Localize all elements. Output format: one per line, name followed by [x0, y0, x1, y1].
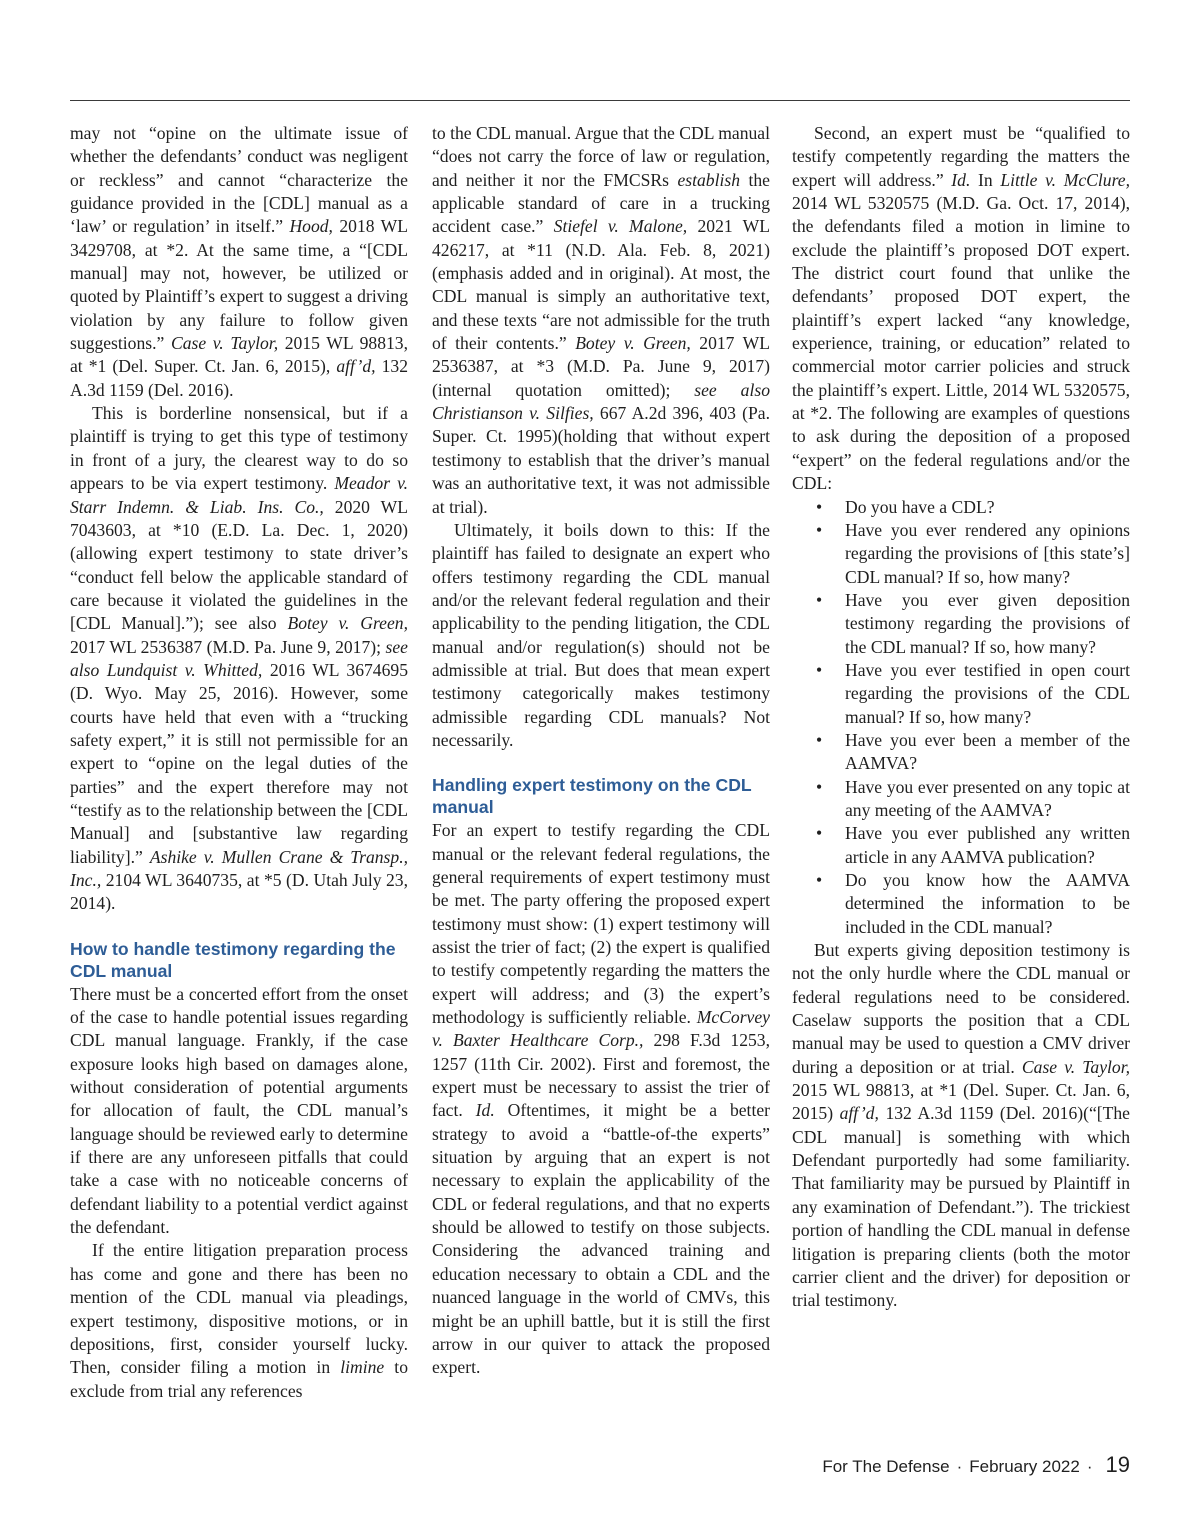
text-run: 2018 WL 3429708, at *2. At the same time, a “[CDL manual] may not, however, be utilized or quoted by Plaintiff’s expert to suggest a driving violation by any failure to follow given suggestions.”	[70, 216, 408, 354]
bullet-icon: •	[816, 589, 823, 610]
section-heading-cdl-testimony: How to handle testimony regarding the CDL manual	[70, 938, 396, 981]
page-number: 19	[1105, 1452, 1130, 1477]
col1-paragraph-2	[70, 402, 408, 916]
text-run: the applicable standard of care in a trucking accident case.”	[432, 169, 770, 237]
text-run: In	[970, 169, 1001, 190]
top-rule	[70, 100, 1130, 101]
case-citation: see also Christianson v. Silfies,	[432, 379, 770, 424]
text-run: 2016 WL 3674695 (D. Wyo. May 25, 2016). However, some courts have held that even with a “trucking safety expert,” it is still not permissible for an expert to “opine on the legal duties of the parties” and the expert therefore may not “testify as to the relationship between the [CDL Manual] and [substantive law regarding liability].”	[70, 659, 408, 867]
case-citation: see also Lundquist v. Whitted,	[70, 636, 408, 680]
publication-name: For The Defense	[822, 1457, 950, 1476]
list-item	[792, 776, 1130, 823]
text-run: This is borderline nonsensical, but if a plaintiff is trying to get this type of testimony in front of a jury, the clearest way to do so appears to be via expert testimony.	[70, 403, 408, 494]
page-footer	[822, 1452, 1130, 1478]
question-text: Have you ever published any written article in any AAMVA publication?	[845, 823, 1130, 867]
list-item	[792, 822, 1130, 869]
column-2	[432, 122, 770, 1380]
column-3	[792, 122, 1130, 1313]
footer-separator: ·	[956, 1457, 963, 1476]
question-text: Have you ever presented on any topic at any meeting of the AAMVA?	[845, 776, 1130, 820]
text-run: to exclude from trial any references	[70, 1357, 408, 1401]
text-run: 2017 WL 2536387 (M.D. Pa. June 9, 2017);	[70, 636, 386, 657]
text-run: But experts giving deposition testimony is not the only hurdle where the CDL manual or federal regulations need to be considered. Caselaw supports the position that a CDL manual may be used to question a CMV driver during a deposition or at trial.	[792, 940, 1130, 1077]
text-run: Oftentimes, it might be a better strategy to avoid a “battle-of-the experts” situation by arguing that an expert is not necessary to explain the applicability of the CDL or federal regulations, and that no experts should be allowed to testify on those subjects. Considering the advanced training and education necessary to obtain a CDL and the nuanced language in the world of CMVs, this might be an uphill battle, but it is still the first arrow in our quiver to attack the proposed expert.	[432, 1100, 770, 1378]
col2-paragraph-1	[432, 122, 770, 519]
text-run: 298 F.3d 1253, 1257 (11th Cir. 2002). First and foremost, the expert must be necessary to assist the trier of fact.	[432, 1030, 770, 1121]
question-text: Do you have a CDL?	[845, 496, 995, 517]
case-citation: Meador v. Starr Indemn. & Liab. Ins. Co.,	[70, 473, 408, 517]
col2-paragraph-3	[432, 819, 770, 1379]
list-item	[792, 659, 1130, 729]
case-citation: Stiefel v. Malone,	[553, 216, 688, 237]
italic-term: establish	[677, 169, 740, 190]
text-run: Second, an expert must be “qualified to testify competently regarding the matters the expert will address.”	[792, 123, 1130, 190]
col2-paragraph-2: Ultimately, it boils down to this: If the plaintiff has failed to designate an expert who offers testimony regarding the CDL manual and/or the relevant federal regulation and their applicability to the pending litigation, the CDL manual and/or regulation(s) should not be admissible at trial. But does that mean expert testimony categorically makes testimony admissible regarding CDL manuals? Not necessarily.	[432, 519, 770, 750]
text-run: 2021 WL 426217, at *11 (N.D. Ala. Feb. 8, 2021)(emphasis added and in original). At most, the CDL manual is simply an authoritative text, and these texts “are not admissible for the truth of their contents.”	[432, 216, 770, 354]
bullet-icon: •	[816, 870, 823, 890]
bullet-icon: •	[816, 776, 823, 797]
case-citation: aff’d,	[336, 356, 376, 377]
question-text: Have you ever rendered any opinions regarding the provisions of [this state’s] CDL manual? If so, how many?	[845, 519, 1130, 587]
italic-term: limine	[340, 1357, 385, 1378]
col3-paragraph-2	[792, 939, 1130, 1313]
list-item	[792, 589, 1130, 659]
text-run: 667 A.2d 396, 403 (Pa. Super. Ct. 1995)(holding that without expert testimony to establish that the driver’s manual was an authoritative text, it was not admissible at trial).	[432, 403, 771, 517]
bullet-icon: •	[816, 496, 823, 517]
list-item	[792, 869, 1130, 939]
text-run: 2020 WL 7043603, at *10 (E.D. La. Dec. 1, 2020)(allowing expert testimony to state driver’s “conduct fell below the applicable standard of care because it violated the guidelines in the [CDL Manual].”); see also	[70, 496, 408, 634]
issue-date: February 2022	[969, 1457, 1080, 1476]
case-citation: Case v. Taylor,	[1021, 1056, 1131, 1077]
list-item	[792, 519, 1130, 589]
case-citation: Case v. Taylor,	[170, 333, 279, 354]
case-citation: Id.	[475, 1100, 495, 1121]
col1-paragraph-4	[70, 1239, 408, 1402]
section-heading-expert-testimony: Handling expert testimony on the CDL manual	[432, 775, 752, 818]
bullet-icon: •	[816, 823, 823, 844]
text-run: 2104 WL 3640735, at *5 (D. Utah July 23, 2014).	[70, 870, 408, 914]
bullet-icon: •	[816, 729, 823, 750]
text-run: For an expert to testify regarding the CDL manual or the relevant federal regulations, the general requirements of expert testimony must be met. The party offering the proposed expert testimony must show: (1) expert testimony will assist the trier of fact; (2) the expert is qualified to testify competently regarding the matters the expert will address; and (3) the expert’s methodology is sufficiently reliable.	[432, 820, 770, 1028]
text-run: 2014 WL 5320575 (M.D. Ga. Oct. 17, 2014), the defendants filed a motion in limine to exclude the plaintiff’s proposed DOT expert. The district court found that unlike the defendants’ proposed DOT expert, the plaintiff’s expert lacked “any knowledge, experience, training, or education” related to commercial motor carrier policies and struck the plaintiff’s expert. Little, 2014 WL 5320575, at *2. The following are examples of questions to ask during the deposition of a proposed “expert” on the federal regulations and/or the CDL:	[792, 193, 1130, 494]
case-citation: Id.	[951, 169, 971, 190]
column-1	[70, 122, 408, 1403]
text-run: 2015 WL 98813, at *1 (Del. Super. Ct. Jan. 6, 2015),	[70, 333, 408, 377]
case-citation: aff’d,	[839, 1103, 879, 1124]
list-item	[792, 729, 1130, 776]
text-run: to the CDL manual. Argue that the CDL manual “does not carry the force of law or regulation, and neither it nor the FMCSRs	[432, 123, 770, 190]
question-text: Have you ever given deposition testimony regarding the provisions of the CDL manual? If so, how many?	[845, 589, 1130, 657]
list-item	[792, 496, 1130, 519]
deposition-questions-list	[792, 496, 1130, 940]
text-run: may not “opine on the ultimate issue of whether the defendants’ conduct was negligent or reckless” and cannot “characterize the guidance provided in the [CDL] manual as a ‘law’ or regulation’ in itself.”	[70, 123, 408, 237]
case-citation: Little v. McClure,	[1000, 169, 1131, 190]
question-text: Do you know how the AAMVA determined the information to be included in the CDL manual?	[845, 870, 1130, 937]
col3-paragraph-1	[792, 122, 1130, 496]
case-citation: McCorvey v. Baxter Healthcare Corp.,	[432, 1007, 770, 1051]
case-citation: Botey v. Green,	[575, 333, 691, 354]
col1-paragraph-1	[70, 122, 408, 402]
footer-separator: ·	[1086, 1457, 1093, 1476]
col1-paragraph-3: There must be a concerted effort from the onset of the case to handle potential issues regarding CDL manual language. Frankly, if the case exposure looks high based on damages alone, without consideration of potential arguments for allocation of fault, the CDL manual’s language should be reviewed early to determine if there are any unforeseen pitfalls that could take a case with no noticeable concerns of defendant liability to a potential verdict against the defendant.	[70, 983, 408, 1238]
text-run: 132 A.3d 1159 (Del. 2016).	[70, 356, 408, 400]
question-text: Have you ever testified in open court regarding the provisions of the CDL manual? If so, how many?	[845, 659, 1130, 727]
case-citation: Hood,	[289, 216, 333, 237]
question-text: Have you ever been a member of the AAMVA?	[845, 729, 1130, 774]
bullet-icon: •	[816, 659, 823, 680]
case-citation: Botey v. Green,	[287, 613, 408, 634]
text-run: 2017 WL 2536387, at *3 (M.D. Pa. June 9, 2017)(internal quotation omitted);	[432, 333, 770, 400]
text-run: 132 A.3d 1159 (Del. 2016)(“[The CDL manual] is something with which Defendant purportedly had some familiarity. That familiarity may be pursued by Plaintiff in any examination of Defendant.”). The trickiest portion of handling the CDL manual in defense litigation is preparing clients (both the motor carrier client and the driver) for deposition or trial testimony.	[792, 1103, 1130, 1311]
bullet-icon: •	[816, 519, 823, 540]
case-citation: Ashike v. Mullen Crane & Transp., Inc.,	[70, 846, 408, 890]
text-run: 2015 WL 98813, at *1 (Del. Super. Ct. Jan. 6, 2015)	[792, 1080, 1130, 1124]
text-run: If the entire litigation preparation process has come and gone and there has been no mention of the CDL manual via pleadings, expert testimony, dispositive motions, or in depositions, first, consider yourself lucky. Then, consider filing a motion in	[70, 1240, 408, 1378]
